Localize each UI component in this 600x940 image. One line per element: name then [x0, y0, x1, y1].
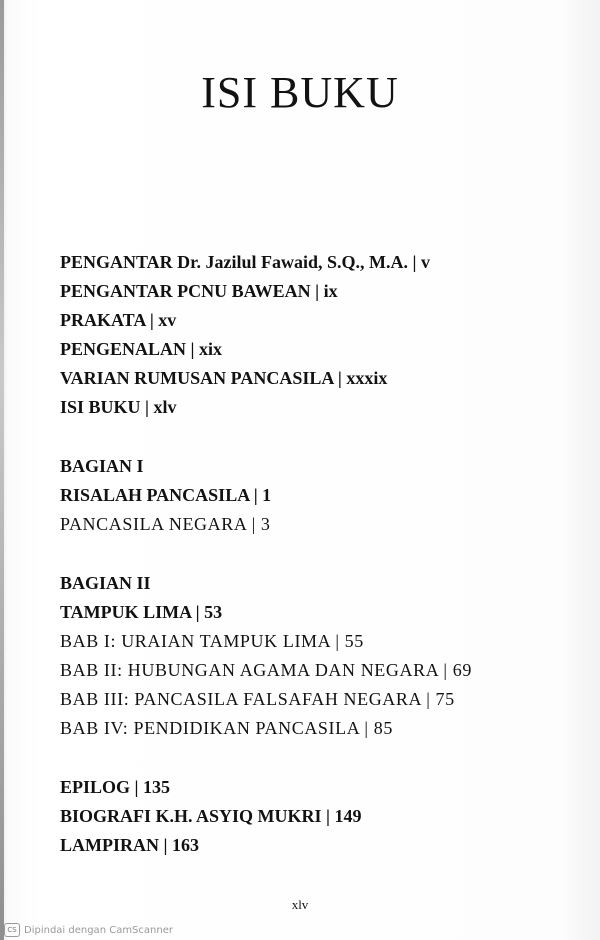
- section-spacer: [60, 422, 560, 452]
- part-heading-risalah: RISALAH PANCASILA | 1: [60, 485, 272, 505]
- toc-entry-pancasila-negara: PANCASILA NEGARA | 3: [60, 514, 271, 534]
- toc-entry-lampiran: LAMPIRAN | 163: [60, 835, 199, 855]
- toc-entry-biografi: BIOGRAFI K.H. ASYIQ MUKRI | 149: [60, 806, 362, 826]
- page-title: ISI BUKU: [201, 68, 399, 118]
- toc-entry-epilog: EPILOG | 135: [60, 777, 170, 797]
- part-label-bagian-1: BAGIAN I: [60, 456, 144, 476]
- scanner-watermark: [0, 920, 600, 940]
- table-of-contents: [60, 248, 560, 860]
- camscanner-logo-icon: CS: [4, 923, 20, 937]
- toc-entry-bab-4: BAB IV: PENDIDIKAN PANCASILA | 85: [60, 718, 393, 738]
- part-label-bagian-2: BAGIAN II: [60, 573, 151, 593]
- toc-entry-isi-buku: ISI BUKU | xlv: [60, 397, 177, 417]
- part-heading-tampuk-lima: TAMPUK LIMA | 53: [60, 602, 223, 622]
- toc-entry-prakata: PRAKATA | xv: [60, 310, 177, 330]
- toc-entry-pengenalan: PENGENALAN | xix: [60, 339, 222, 359]
- toc-entry-bab-1: BAB I: URAIAN TAMPUK LIMA | 55: [60, 631, 364, 651]
- toc-entry-pengantar-jazilul: PENGANTAR Dr. Jazilul Fawaid, S.Q., M.A. | v: [60, 252, 430, 272]
- scanner-label: Dipindai dengan CamScanner: [24, 924, 173, 936]
- toc-entry-varian-rumusan: VARIAN RUMUSAN PANCASILA | xxxix: [60, 368, 388, 388]
- page-number: xlv: [291, 897, 309, 912]
- section-spacer: [60, 539, 560, 569]
- toc-entry-pengantar-pcnu: PENGANTAR PCNU BAWEAN | ix: [60, 281, 338, 301]
- toc-entry-bab-3: BAB III: PANCASILA FALSAFAH NEGARA | 75: [60, 689, 455, 709]
- page-binding-shadow: [0, 0, 4, 940]
- toc-entry-bab-2: BAB II: HUBUNGAN AGAMA DAN NEGARA | 69: [60, 660, 472, 680]
- section-spacer: [60, 743, 560, 773]
